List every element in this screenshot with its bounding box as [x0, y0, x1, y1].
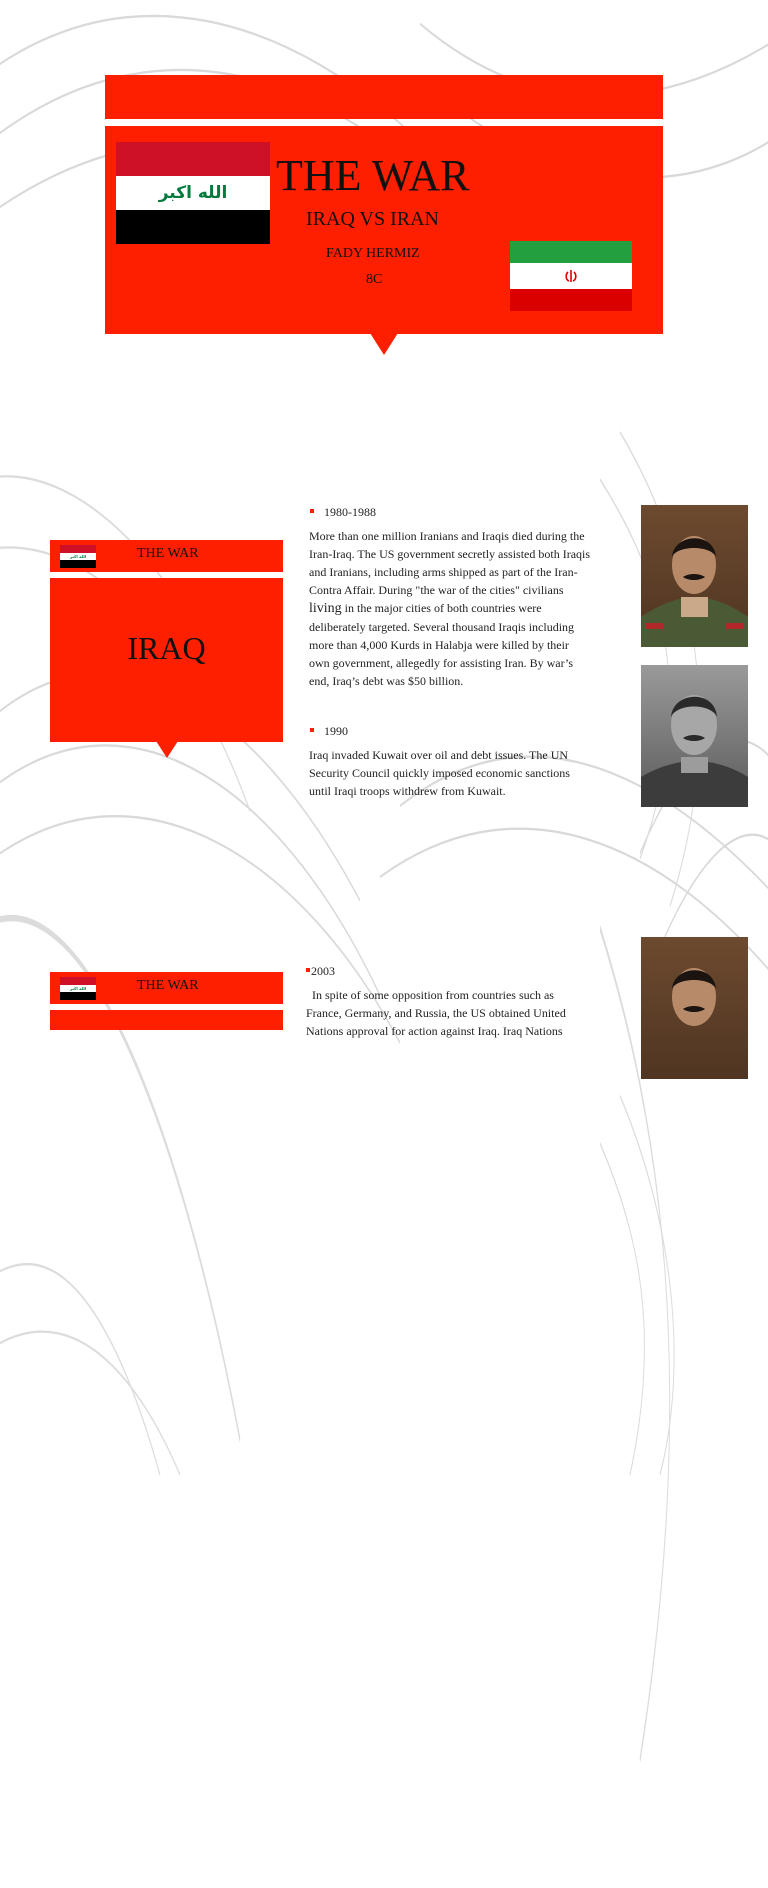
section-body-1990: Iraq invaded Kuwait over oil and debt issues. The UN Security Council quickly imposed economic sanctions until Iraqi troops withdrew from Kuwait.: [309, 748, 570, 798]
slide-header-label: THE WAR: [137, 978, 199, 993]
author-name: FADY HERMIZ: [326, 246, 420, 261]
iraq-flag: [116, 142, 270, 244]
bullet-marker: [306, 968, 310, 972]
page-title: THE WAR: [276, 151, 470, 200]
iran-flag: [510, 241, 632, 311]
iran-emblem-icon: [563, 268, 579, 284]
portrait-photo-1: [641, 505, 748, 647]
title-panel: [50, 1010, 283, 1030]
iraq-flag-small: [60, 977, 96, 1000]
iraq-flag-small: [60, 545, 96, 568]
header-bar: [105, 75, 663, 119]
heading-text: 2003: [311, 964, 335, 978]
section-title: IRAQ: [127, 630, 206, 666]
title-slide: [0, 0, 768, 432]
flag-takbir-text: الله اكبر: [69, 554, 87, 559]
iraq-2003-slide: [0, 864, 768, 1038]
iraq-slide: [0, 432, 768, 864]
section-body-2003: In spite of some opposition from countries such as France, Germany, and Russia, the US obtained United Nations approval for action against Iraq. Iraq Nations: [306, 988, 569, 1038]
flag-takbir-text: الله اكبر: [158, 183, 228, 203]
portrait-photo-2: [641, 665, 748, 807]
section-heading-1990: 1990: [310, 724, 348, 739]
body-text-part: More than one million Iranians and Iraqis died during the Iran-Iraq. The US government secretly assisted both Iraqis and Iranians, including arms shipped as part of the Iran-Contra Affair. During "the war of the cities" civilians: [309, 529, 591, 597]
section-body-1980: [309, 527, 591, 690]
body-text-part: in the major cities of both countries were deliberately targeted. Several thousand Iraqis including more than 4,000 Kurds in Halabja were killed by their own government, allegedly for assisting Iran. By war’s end, Iraq’s debt was $50 billion.: [309, 601, 575, 688]
slide-header-label: THE WAR: [137, 546, 199, 561]
section-heading-2003: [306, 964, 335, 979]
page-subtitle: IRAQ VS IRAN: [306, 208, 439, 230]
panel-pointer: [156, 741, 178, 759]
panel-pointer: [370, 333, 398, 357]
section-heading-1980: 1980-1988: [310, 505, 376, 520]
class-label: 8C: [366, 272, 383, 287]
body-text-emphasis: living: [309, 601, 342, 616]
portrait-photo-3: [641, 937, 748, 1079]
flag-takbir-text: الله اكبر: [69, 986, 87, 991]
